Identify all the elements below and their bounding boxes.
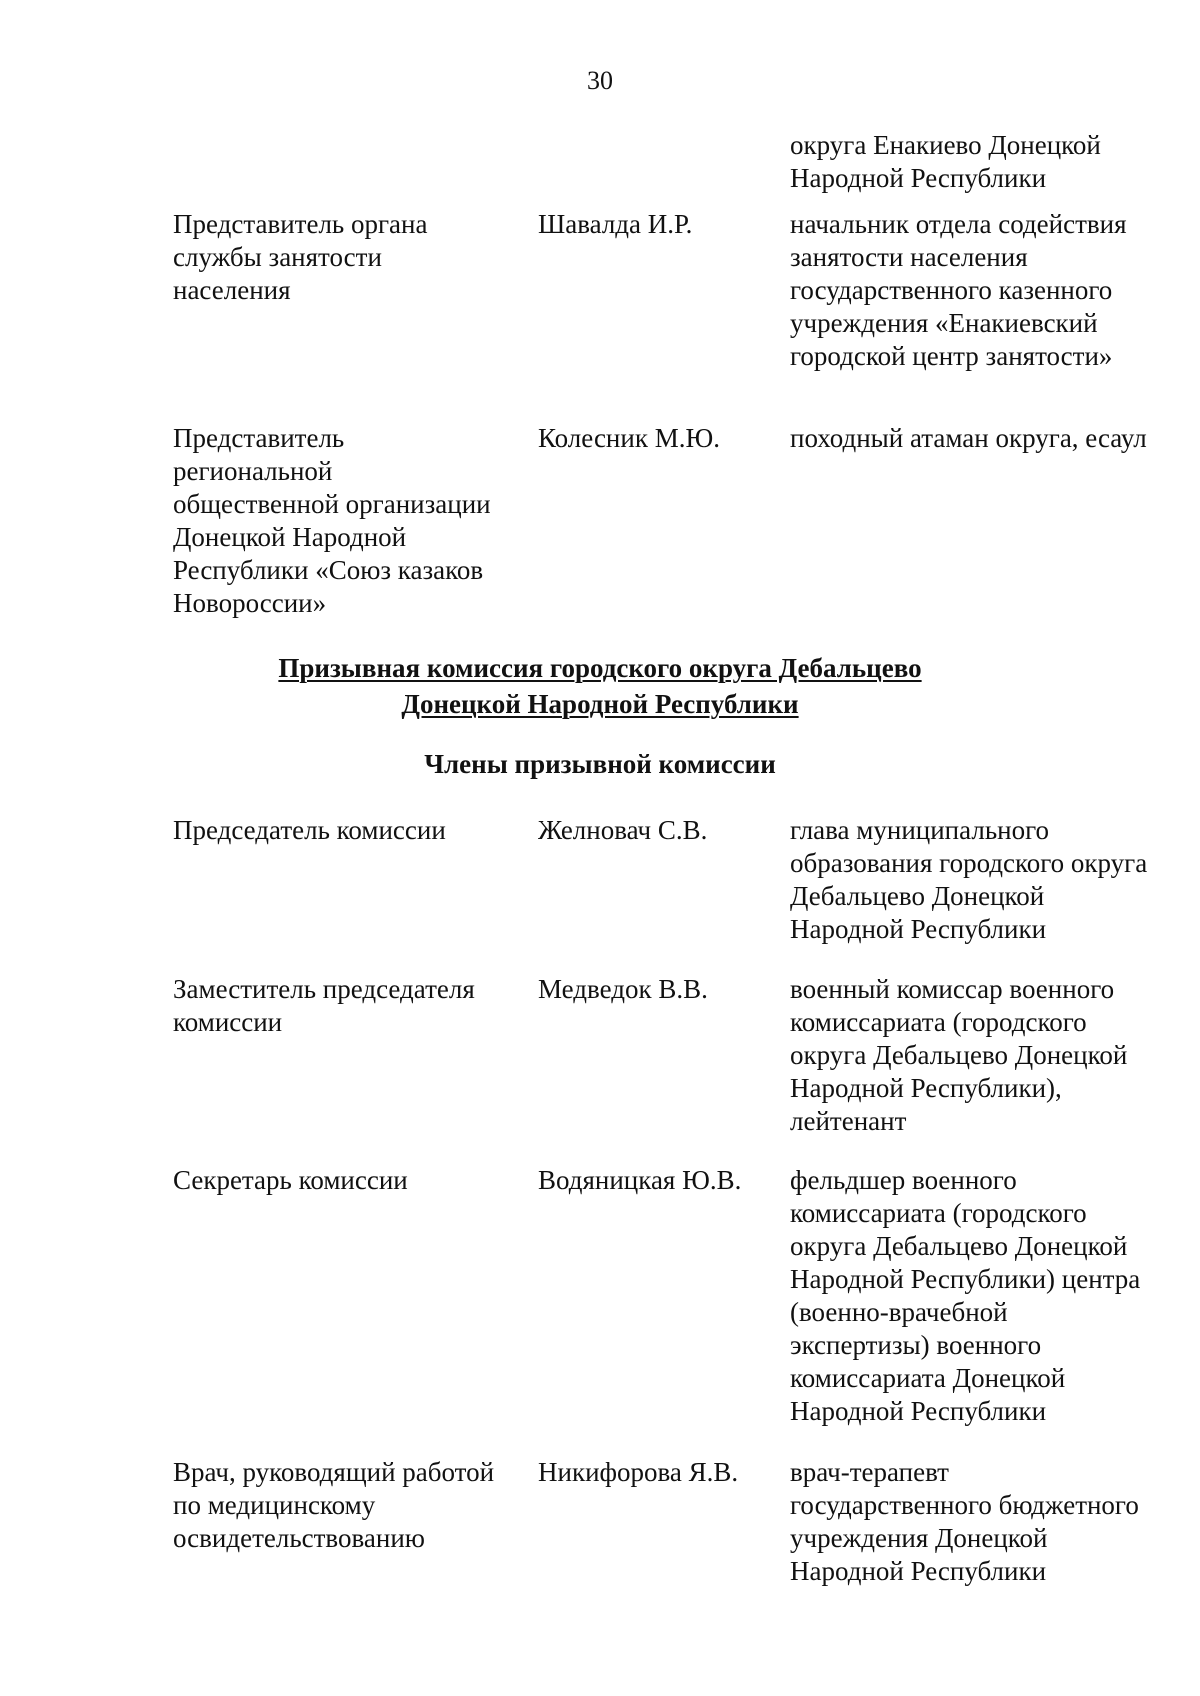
description-line: комиссариата (городского	[790, 1007, 1087, 1037]
description-line: (военно-врачебной	[790, 1297, 1008, 1327]
description-line: фельдшер военного	[790, 1165, 1017, 1195]
role-line: Новороссии»	[173, 588, 327, 618]
member-role	[173, 1456, 494, 1555]
role-line: населения	[173, 275, 291, 305]
member-role	[173, 1164, 408, 1197]
description-line: городской центр занятости»	[790, 341, 1113, 371]
role-line: Секретарь комиссии	[173, 1165, 408, 1195]
description-line: образования городского округа	[790, 848, 1148, 878]
description-line: государственного бюджетного	[790, 1490, 1139, 1520]
member-name: Колесник М.Ю.	[538, 423, 720, 453]
description-line: врач-терапевт	[790, 1457, 949, 1487]
role-line: Представитель	[173, 423, 345, 453]
page-number: 30	[587, 66, 613, 95]
description-line: глава муниципального	[790, 815, 1049, 845]
description-line: Народной Республики	[790, 914, 1047, 944]
role-line: Представитель органа	[173, 209, 428, 239]
description-line: Народной Республики	[790, 1556, 1047, 1586]
description-line: Народной Республики),	[790, 1073, 1062, 1103]
description-line: экспертизы) военного	[790, 1330, 1042, 1360]
member-description	[790, 422, 1147, 455]
description-line: Народной Республики	[790, 1396, 1047, 1426]
description-line: округа Дебальцево Донецкой	[790, 1040, 1128, 1070]
member-description	[790, 208, 1127, 373]
section-title-text: Призывная комиссия городского округа Дебальцево	[278, 653, 922, 683]
member-role	[173, 208, 427, 307]
continuation-text	[790, 129, 1101, 195]
member-name: Водяницкая Ю.В.	[538, 1165, 742, 1195]
role-line: по медицинскому	[173, 1490, 376, 1520]
section-subtitle: Члены призывной комиссии	[424, 749, 776, 779]
member-role	[173, 814, 446, 847]
description-line: Дебальцево Донецкой	[790, 881, 1045, 911]
section-title-line	[0, 686, 1200, 722]
role-line: Председатель комиссии	[173, 815, 446, 845]
member-name: Никифорова Я.В.	[538, 1457, 739, 1487]
description-line: учреждения «Енакиевский	[790, 308, 1098, 338]
member-description	[790, 1164, 1140, 1428]
member-name: Желновач С.В.	[538, 815, 708, 845]
section-title-line	[0, 650, 1200, 686]
continuation-line: округа Енакиево Донецкой	[790, 130, 1101, 160]
member-description	[790, 1456, 1139, 1588]
section-title-text: Донецкой Народной Республики	[401, 689, 799, 719]
description-line: начальник отдела содействия	[790, 209, 1127, 239]
role-line: региональной	[173, 456, 333, 486]
description-line: занятости населения	[790, 242, 1028, 272]
role-line: Донецкой Народной	[173, 522, 407, 552]
description-line: походный атаман округа, есаул	[790, 423, 1147, 453]
member-name: Медведок В.В.	[538, 974, 708, 1004]
role-line: освидетельствованию	[173, 1523, 425, 1553]
description-line: комиссариата Донецкой	[790, 1363, 1066, 1393]
role-line: Врач, руководящий работой	[173, 1457, 495, 1487]
description-line: учреждения Донецкой	[790, 1523, 1048, 1553]
member-role	[173, 973, 475, 1039]
role-line: общественной организации	[173, 489, 491, 519]
member-description	[790, 814, 1147, 946]
description-line: лейтенант	[790, 1106, 907, 1136]
description-line: комиссариата (городского	[790, 1198, 1087, 1228]
member-name: Шавалда И.Р.	[538, 209, 693, 239]
description-line: округа Дебальцево Донецкой	[790, 1231, 1128, 1261]
role-line: Заместитель председателя	[173, 974, 475, 1004]
role-line: комиссии	[173, 1007, 283, 1037]
description-line: Народной Республики) центра	[790, 1264, 1141, 1294]
description-line: государственного казенного	[790, 275, 1113, 305]
member-role	[173, 422, 491, 620]
role-line: Республики «Союз казаков	[173, 555, 484, 585]
continuation-line: Народной Республики	[790, 163, 1047, 193]
member-description	[790, 973, 1127, 1138]
section-title	[0, 650, 1200, 722]
description-line: военный комиссар военного	[790, 974, 1115, 1004]
role-line: службы занятости	[173, 242, 382, 272]
